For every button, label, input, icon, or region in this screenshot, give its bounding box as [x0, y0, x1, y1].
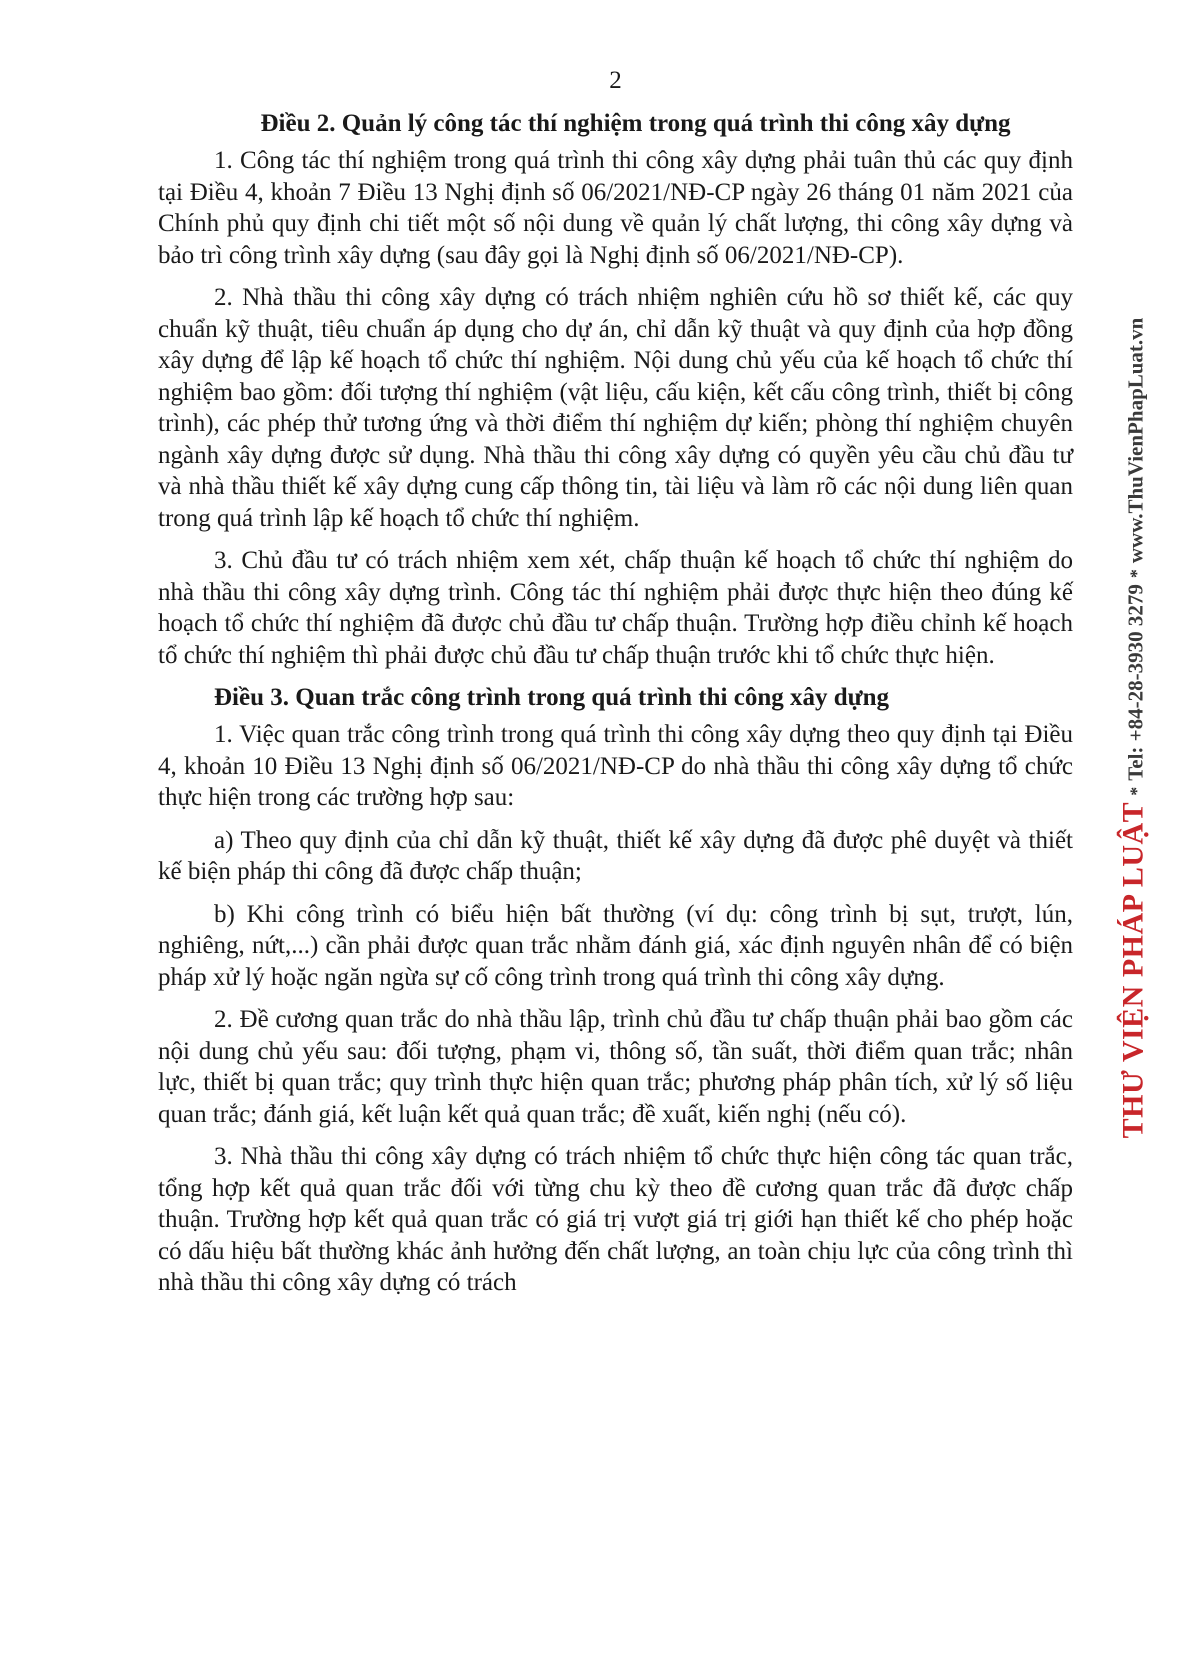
- paragraph: a) Theo quy định của chỉ dẫn kỹ thuật, thiết kế xây dựng đã được phê duyệt và thiết kế biện pháp thi công đã được chấp thuận;: [158, 826, 1073, 885]
- watermark-separator: *: [1126, 569, 1147, 579]
- paragraph: b) Khi công trình có biểu hiện bất thường (ví dụ: công trình bị sụt, trượt, lún, nghiêng, nứt,...) cần phải được quan trắc nhằm đánh giá, xác định nguyên nhân để có biện pháp xử lý hoặc ngăn ngừa sự cố công trình trong quá trình thi công xây dựng.: [158, 900, 1073, 991]
- watermark-separator: *: [1126, 786, 1147, 796]
- paragraph: 1. Việc quan trắc công trình trong quá trình thi công xây dựng theo quy định tại Điều 4, khoản 10 Điều 13 Nghị định số 06/2021/NĐ-CP do nhà thầu thi công xây dựng tổ chức thực hiện trong các trường hợp sau:: [158, 721, 1073, 811]
- paragraph: 3. Chủ đầu tư có trách nhiệm xem xét, chấp thuận kế hoạch tổ chức thí nghiệm do nhà thầu thi công xây dựng trình. Công tác thí nghiệm phải được thực hiện theo đúng kế hoạch tổ chức thí nghiệm đã được chủ đầu tư chấp thuận. Trường hợp điều chỉnh kế hoạch tổ chức thí nghiệm thì phải được chủ đầu tư chấp thuận trước khi tổ chức thực hiện.: [158, 547, 1073, 669]
- section-dieu-2: [158, 108, 1073, 671]
- side-watermark: [1113, 317, 1153, 1139]
- paragraph: 3. Nhà thầu thi công xây dựng có trách nhiệm tổ chức thực hiện công tác quan trắc, tổng hợp kết quả quan trắc đối với từng chu kỳ theo đề cương quan trắc đã được chấp thuận. Trường hợp kết quả quan trắc có giá trị vượt giá trị giới hạn thiết kế cho phép hoặc có dấu hiệu bất thường khác ảnh hưởng đến chất lượng, an toàn chịu lực của công trình thì nhà thầu thi công xây dựng có trách: [158, 1143, 1073, 1296]
- section-heading: Điều 2. Quản lý công tác thí nghiệm trong quá trình thi công xây dựng: [260, 110, 1011, 137]
- section-heading: Điều 3. Quan trắc công trình trong quá trình thi công xây dựng: [214, 684, 890, 711]
- watermark-website: www.ThuVienPhapLuat.vn: [1123, 317, 1148, 564]
- watermark-phone: Tel: +84-28-3930 3279: [1123, 584, 1148, 781]
- document-page: [158, 66, 1073, 1310]
- paragraph: 2. Đề cương quan trắc do nhà thầu lập, trình chủ đầu tư chấp thuận phải bao gồm các nội dung chủ yếu sau: đối tượng, phạm vi, thông số, tần suất, thời điểm quan trắc; nhân lực, thiết bị quan trắc; quy trình thực hiện quan trắc; phương pháp phân tích, xử lý số liệu quan trắc; đánh giá, kết luận kết quả quan trắc; đề xuất, kiến nghị (nếu có).: [158, 1006, 1073, 1128]
- section-dieu-3: [158, 682, 1073, 1299]
- paragraph: 1. Công tác thí nghiệm trong quá trình thi công xây dựng phải tuân thủ các quy định tại Điều 4, khoản 7 Điều 13 Nghị định số 06/2021/NĐ-CP ngày 26 tháng 01 năm 2021 của Chính phủ quy định chi tiết một số nội dung về quản lý chất lượng, thi công xây dựng và bảo trì công trình xây dựng (sau đây gọi là Nghị định số 06/2021/NĐ-CP).: [158, 147, 1073, 269]
- paragraph: 2. Nhà thầu thi công xây dựng có trách nhiệm nghiên cứu hồ sơ thiết kế, các quy chuẩn kỹ thuật, tiêu chuẩn áp dụng cho dự án, chỉ dẫn kỹ thuật và quy định của hợp đồng xây dựng để lập kế hoạch tổ chức thí nghiệm. Nội dung chủ yếu của kế hoạch tổ chức thí nghiệm bao gồm: đối tượng thí nghiệm (vật liệu, cấu kiện, kết cấu công trình, thiết bị công trình), các phép thử tương ứng và thời điểm thí nghiệm dự kiến; phòng thí nghiệm chuyên ngành xây dựng được sử dụng. Nhà thầu thi công xây dựng có quyền yêu cầu chủ đầu tư và nhà thầu thiết kế xây dựng cung cấp thông tin, tài liệu và làm rõ các nội dung liên quan trong quá trình lập kế hoạch tổ chức thí nghiệm.: [158, 284, 1073, 532]
- watermark-brand: THƯ VIỆN PHÁP LUẬT: [1116, 801, 1150, 1139]
- page-number: 2: [609, 67, 622, 94]
